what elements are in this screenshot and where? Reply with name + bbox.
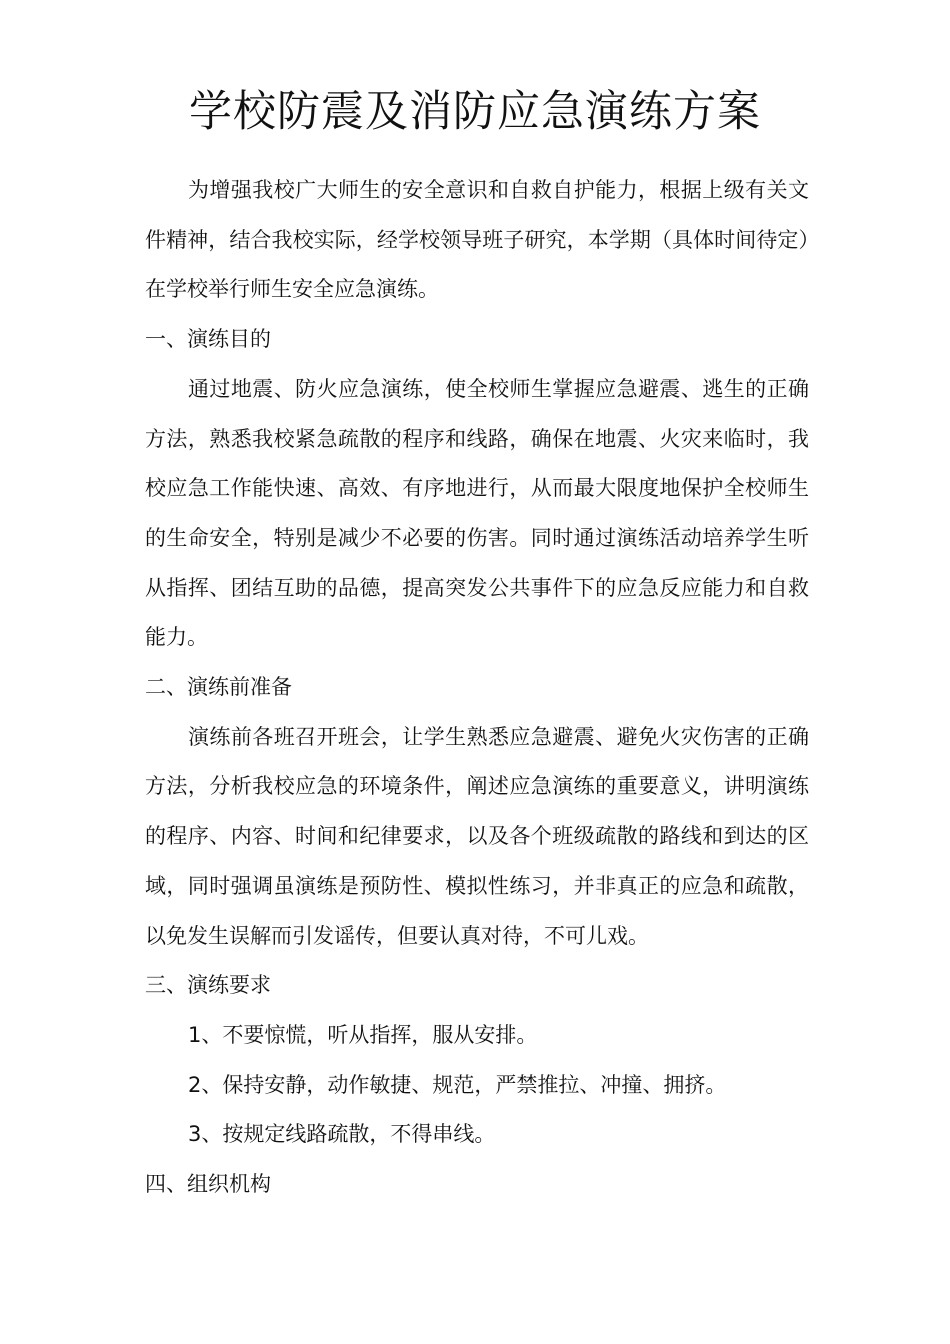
- document-body: [145, 166, 809, 1210]
- requirement-item: 3、按规定线路疏散，不得串线。: [188, 1122, 496, 1147]
- section-heading-preparation: 二、演练前准备: [145, 675, 292, 700]
- section-heading-purpose: 一、演练目的: [145, 327, 271, 352]
- preparation-paragraph: 演练前各班召开班会，让学生熟悉应急避震、避免火灾伤害的正确方法，分析我校应急的环境条件，阐述应急演练的重要意义，讲明演练的程序、内容、时间和纪律要求，以及各个班级疏散的路线和到达的区域，同时强调虽演练是预防性、模拟性练习，并非真正的应急和疏散，以免发生误解而引发谣传，但要认真对待，不可儿戏。: [145, 724, 809, 948]
- document-title: 学校防震及消防应急演练方案: [189, 87, 761, 137]
- section-heading-organization: 四、组织机构: [145, 1172, 271, 1197]
- intro-paragraph: 为增强我校广大师生的安全意识和自救自护能力，根据上级有关文件精神，结合我校实际，经学校领导班子研究，本学期（具体时间待定）在学校举行师生安全应急演练。: [145, 178, 809, 302]
- section-heading-requirements: 三、演练要求: [145, 973, 271, 998]
- requirement-item: 1、不要惊慌，听从指挥，服从安排。: [188, 1022, 538, 1047]
- requirement-item: 2、保持安静，动作敏捷、规范，严禁推拉、冲撞、拥挤。: [188, 1072, 727, 1097]
- purpose-paragraph: 通过地震、防火应急演练，使全校师生掌握应急避震、逃生的正确方法，熟悉我校紧急疏散的程序和线路，确保在地震、火灾来临时，我校应急工作能快速、高效、有序地进行，从而最大限度地保护全校师生的生命安全，特别是减少不必要的伤害。同时通过演练活动培养学生听从指挥、团结互助的品德，提高突发公共事件下的应急反应能力和自救能力。: [145, 376, 809, 650]
